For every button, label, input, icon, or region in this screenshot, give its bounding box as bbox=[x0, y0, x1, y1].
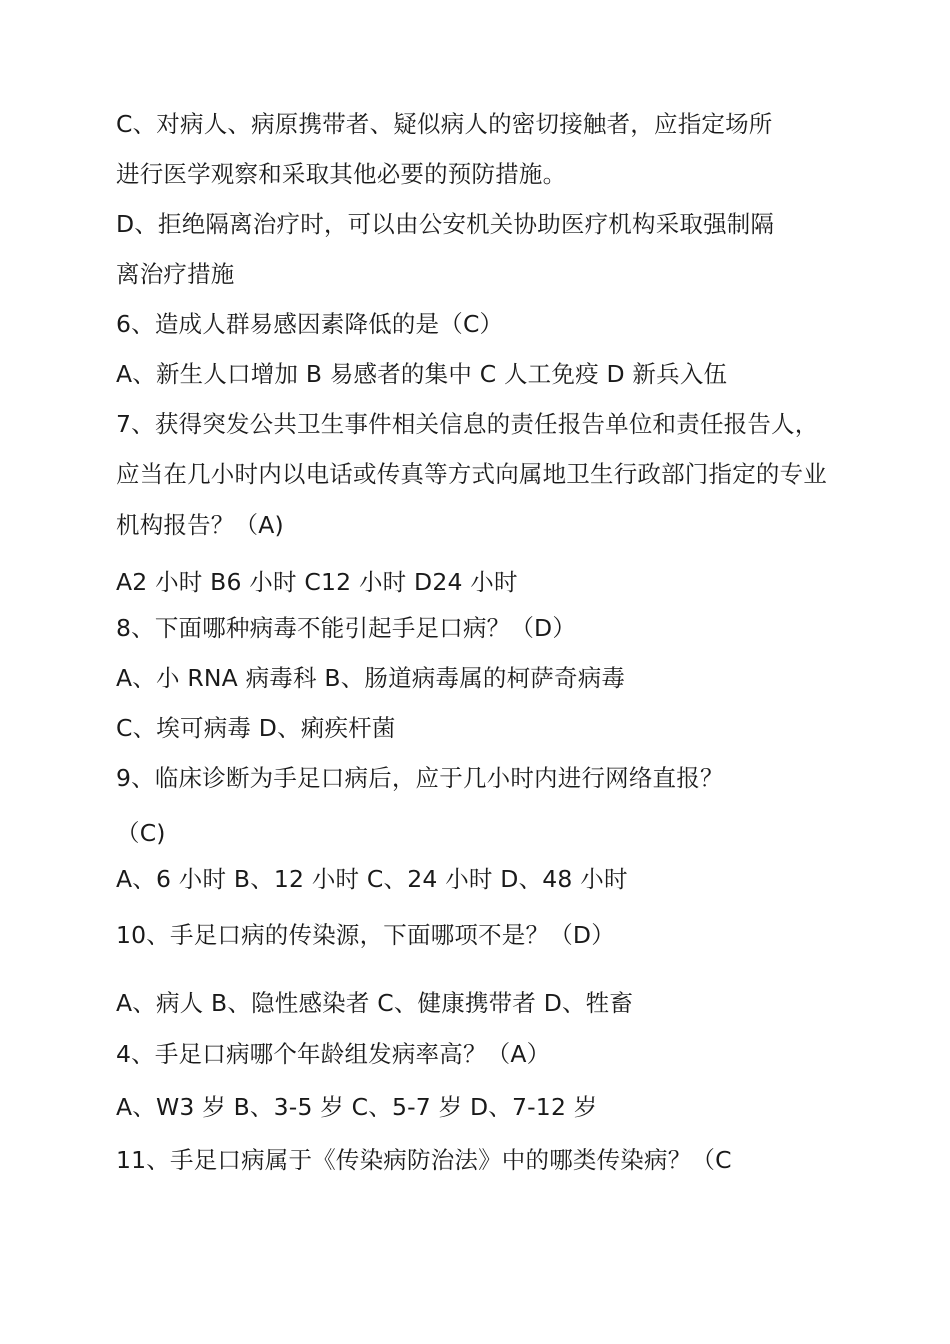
answer-9: （C) bbox=[116, 819, 166, 847]
question-10: 10、手足口病的传染源，下面哪项不是？（D） bbox=[116, 921, 615, 949]
text-line: 进行医学观察和采取其他必要的预防措施。 bbox=[116, 160, 567, 188]
options-9: A、6 小时 B、12 小时 C、24 小时 D、48 小时 bbox=[116, 865, 628, 893]
options-7: A2 小时 B6 小时 C12 小时 D24 小时 bbox=[116, 568, 518, 596]
text-line: 应当在几小时内以电话或传真等方式向属地卫生行政部门指定的专业 bbox=[116, 460, 827, 488]
text-line: 离治疗措施 bbox=[116, 260, 235, 288]
question-7: 7、获得突发公共卫生事件相关信息的责任报告单位和责任报告人， bbox=[116, 410, 819, 438]
options-6: A、新生人口增加 B 易感者的集中 C 人工免疫 D 新兵入伍 bbox=[116, 360, 728, 388]
question-6: 6、造成人群易感因素降低的是（C） bbox=[116, 310, 504, 338]
options-10: A、病人 B、隐性感染者 C、健康携带者 D、牲畜 bbox=[116, 989, 634, 1017]
question-8: 8、下面哪种病毒不能引起手足口病？（D） bbox=[116, 614, 577, 642]
options-8-continued: C、埃可病毒 D、痢疾杆菌 bbox=[116, 714, 396, 742]
text-line: 机构报告？（A) bbox=[116, 511, 284, 539]
text-line: D、拒绝隔离治疗时，可以由公安机关协助医疗机构采取强制隔 bbox=[116, 210, 775, 238]
question-9: 9、临床诊断为手足口病后，应于几小时内进行网络直报？ bbox=[116, 764, 724, 792]
text-line: C、对病人、病原携带者、疑似病人的密切接触者，应指定场所 bbox=[116, 110, 773, 138]
options-4: A、W3 岁 B、3-5 岁 C、5-7 岁 D、7-12 岁 bbox=[116, 1093, 598, 1121]
question-4: 4、手足口病哪个年龄组发病率高？（A） bbox=[116, 1040, 551, 1068]
question-11: 11、手足口病属于《传染病防治法》中的哪类传染病？（C bbox=[116, 1146, 732, 1174]
options-8: A、小 RNA 病毒科 B、肠道病毒属的柯萨奇病毒 bbox=[116, 664, 626, 692]
